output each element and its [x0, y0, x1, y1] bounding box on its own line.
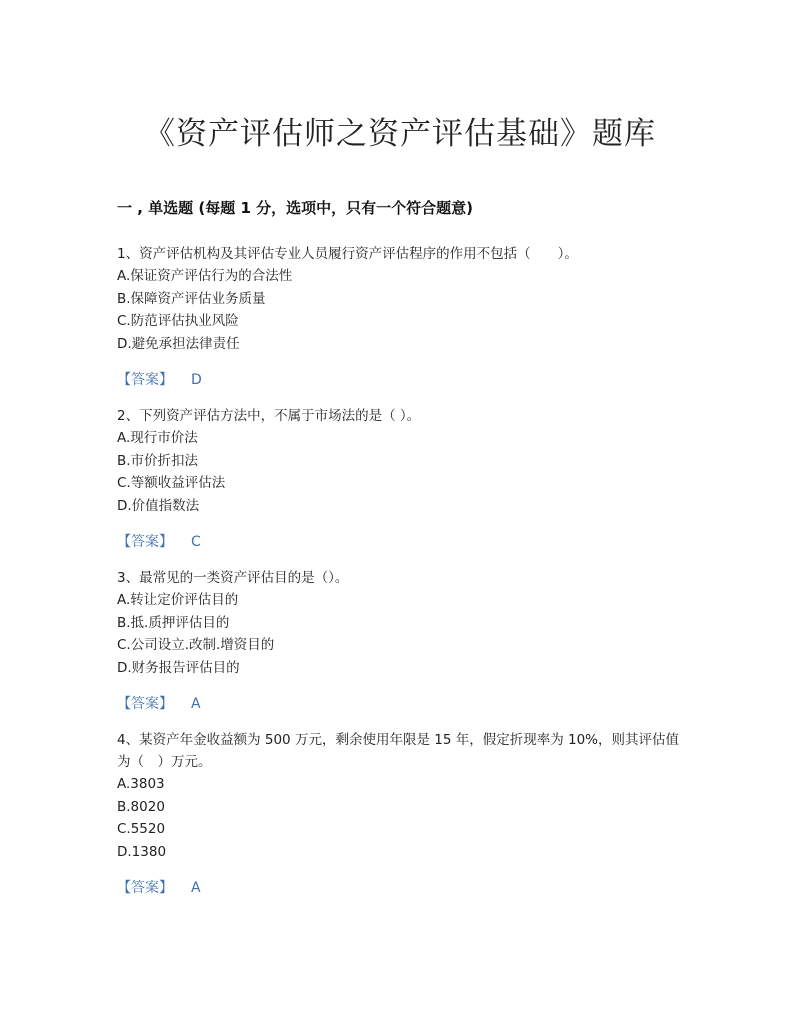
- question-stem: 4、某资产年金收益额为 500 万元，剩余使用年限是 15 年，假定折现率为 10%，则其评估值为（ ）万元。: [117, 732, 679, 770]
- question-list: [117, 243, 687, 913]
- answer-line: [117, 531, 687, 553]
- answer-label: 【答案】: [117, 534, 173, 550]
- option-a: A.保证资产评估行为的合法性: [117, 268, 293, 284]
- question-stem: 3、最常见的一类资产评估目的是（）。: [117, 570, 349, 586]
- option-a: A.3803: [117, 776, 165, 792]
- answer-label: 【答案】: [117, 880, 173, 896]
- question-3: [117, 567, 687, 715]
- option-d: D.避免承担法律责任: [117, 335, 240, 352]
- option-c: C.5520: [117, 821, 166, 837]
- question-stem: 1、资产评估机构及其评估专业人员履行资产评估程序的作用不包括（ ）。: [117, 246, 578, 262]
- option-a: A.现行市价法: [117, 430, 198, 446]
- question-stem: 2、下列资产评估方法中，不属于市场法的是（ ）。: [117, 408, 421, 424]
- option-c: C.防范评估执业风险: [117, 313, 239, 329]
- option-d: D.1380: [117, 843, 167, 860]
- answer-line: [117, 369, 687, 391]
- section-heading: 一 , 单选题 (每题 1 分，选项中，只有一个符合题意): [117, 199, 473, 217]
- option-d: D.财务报告评估目的: [117, 659, 240, 676]
- answer-label: 【答案】: [117, 372, 173, 388]
- option-c: C.等额收益评估法: [117, 475, 226, 491]
- answer-value: A: [191, 696, 201, 712]
- answer-label: 【答案】: [117, 696, 173, 712]
- answer-line: [117, 877, 687, 899]
- option-c: C.公司设立.改制.增资目的: [117, 637, 275, 653]
- question-2: [117, 405, 687, 553]
- answer-line: [117, 693, 687, 715]
- question-4: [117, 729, 687, 899]
- option-d: D.价值指数法: [117, 497, 200, 514]
- answer-value: A: [191, 880, 201, 896]
- answer-value: D: [191, 372, 202, 388]
- question-1: [117, 243, 687, 391]
- option-b: B.保障资产评估业务质量: [117, 290, 266, 307]
- answer-value: C: [191, 534, 201, 550]
- document-title: 《资产评估师之资产评估基础》题库: [144, 116, 656, 152]
- option-b: B.市价折扣法: [117, 452, 199, 469]
- option-b: B.抵.质押评估目的: [117, 614, 230, 631]
- option-a: A.转让定价评估目的: [117, 592, 239, 608]
- option-b: B.8020: [117, 798, 165, 815]
